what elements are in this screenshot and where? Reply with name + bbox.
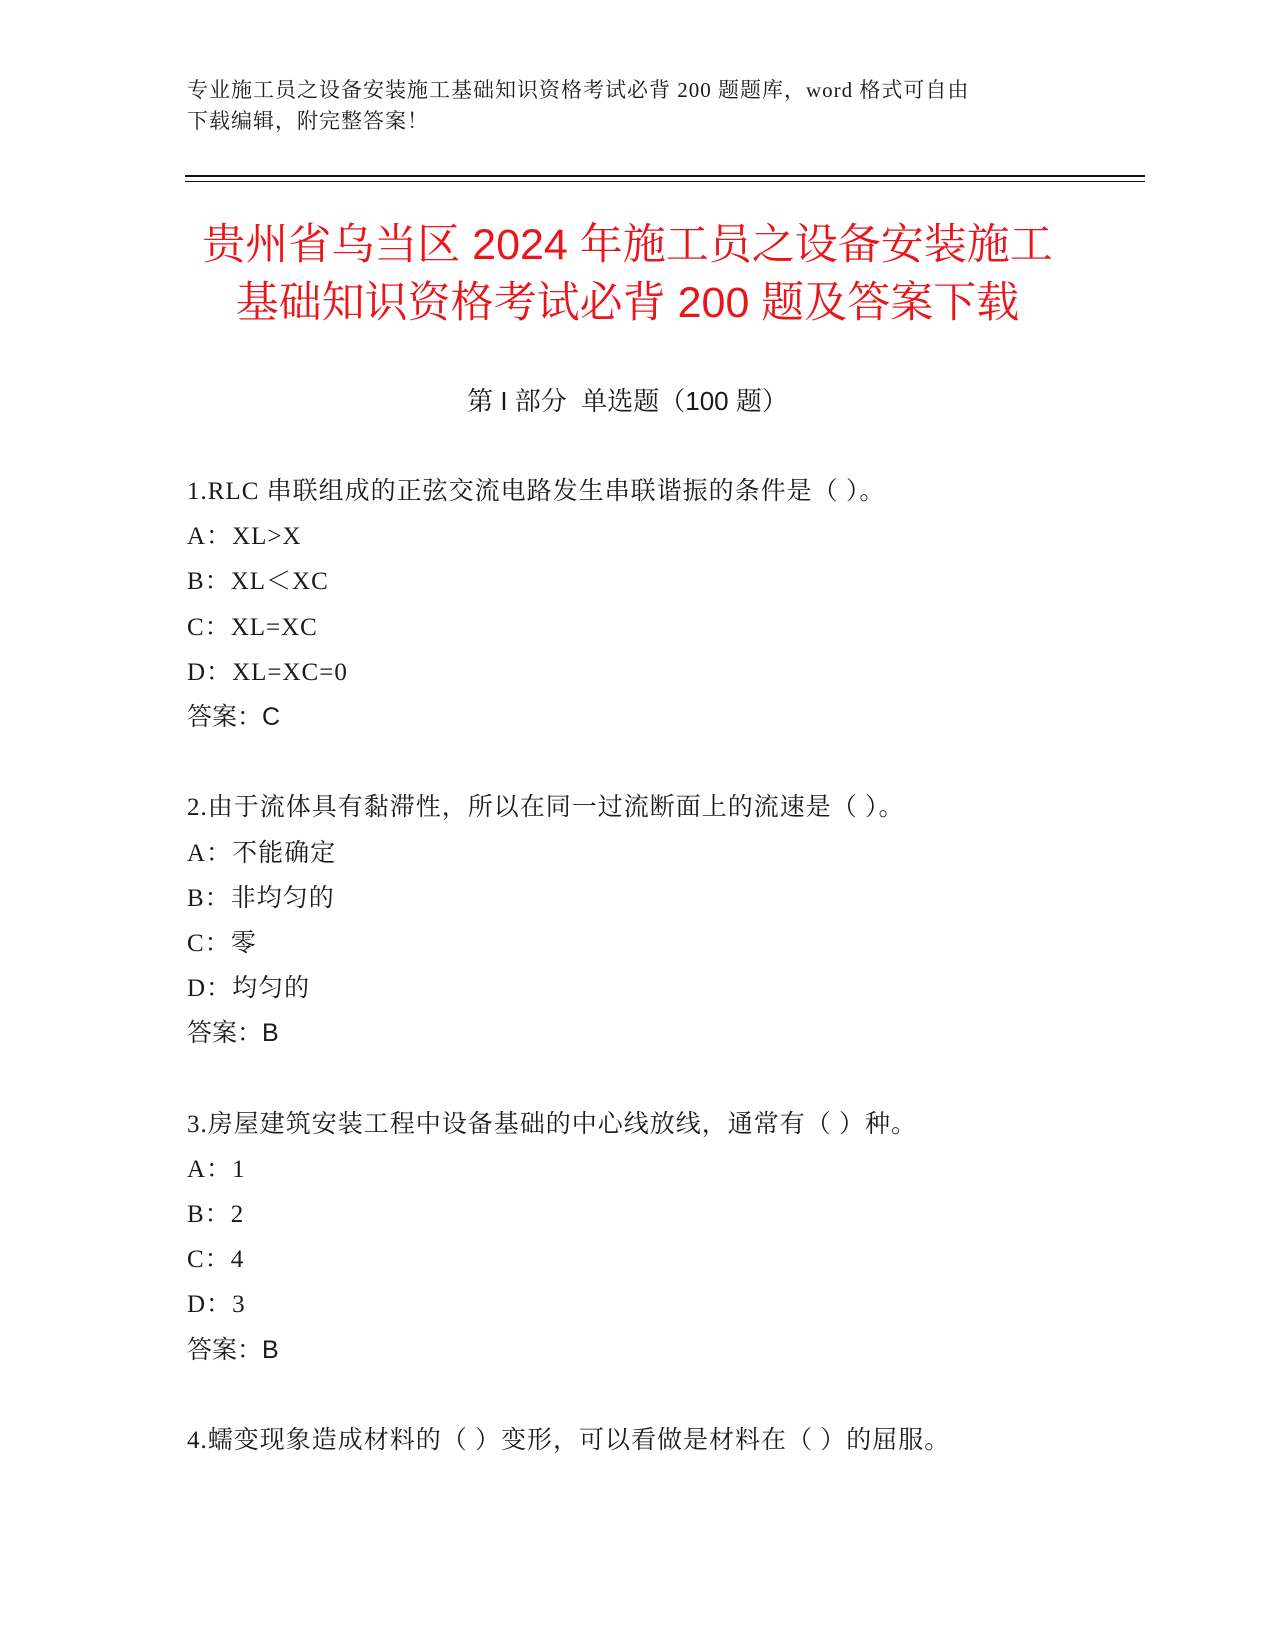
question-stem: 4.蠕变现象造成材料的（ ）变形，可以看做是材料在（ ）的屈服。 [187,1426,951,1454]
header-line-2: 下载编辑，附完整答案！ [187,109,429,133]
option-b [187,1192,1147,1237]
option-text: 零 [230,929,257,957]
question-stem: 1.RLC 串联组成的正弦交流电路发生串联谐振的条件是（ ）。 [187,478,886,505]
document-title [150,216,1105,332]
header-divider-thin [185,181,1145,182]
option-text: 不能确定 [232,839,337,867]
section-heading: 第 I 部分 单选题（100 题） [467,386,788,416]
option-text: XL＜XC [230,568,329,596]
option-text: XL=XC [230,613,318,641]
header-divider-thick [185,175,1145,177]
option-c [187,605,1147,650]
option-a [187,514,1147,559]
option-d [187,966,1147,1011]
question-2 [187,785,1147,1056]
answer-line [187,1011,1147,1056]
option-label: B： [187,884,231,912]
option-label: D： [187,975,233,1003]
option-label: C： [187,929,231,957]
option-text: 2 [230,1201,245,1228]
option-a [187,831,1147,876]
option-label: A： [187,1155,233,1183]
option-text: XL>X [232,523,302,551]
answer-label: 答案： [187,1335,263,1364]
option-label: A： [187,839,233,867]
answer-value: C [262,702,281,731]
question-stem: 3.房屋建筑安装工程中设备基础的中心线放线，通常有（ ）种。 [187,1110,918,1138]
option-label: D： [187,1291,233,1319]
option-label: B： [187,568,231,596]
question-list [187,469,1147,1508]
answer-line [187,695,1147,740]
question-stem: 2.由于流体具有黏滞性，所以在同一过流断面上的流速是（ ）。 [187,794,905,822]
answer-label: 答案： [187,702,263,731]
option-label: C： [187,1246,231,1274]
answer-value: B [262,1019,279,1048]
header-line-1: 专业施工员之设备安装施工基础知识资格考试必背 200 题题库，word 格式可自由 [187,78,970,102]
title-line-2: 基础知识资格考试必背 200 题及答案下载 [235,279,1020,327]
option-d [187,650,1147,695]
option-d [187,1282,1147,1327]
document-header [187,75,1087,137]
option-text: 1 [232,1155,246,1183]
option-a [187,1147,1147,1192]
option-text: 4 [230,1246,245,1274]
answer-label: 答案： [187,1019,263,1048]
option-text: 均匀的 [232,975,311,1003]
option-text: 非均匀的 [230,884,335,912]
option-text: 3 [232,1291,246,1319]
option-c [187,1237,1147,1282]
option-label: C： [187,613,231,641]
title-line-1: 贵州省乌当区 2024 年施工员之设备安装施工 [202,221,1053,269]
answer-value: B [262,1335,279,1364]
option-text: XL=XC=0 [232,658,348,686]
answer-line [187,1328,1147,1373]
option-b [187,876,1147,921]
question-4 [187,1418,1147,1463]
question-3 [187,1102,1147,1373]
question-1 [187,469,1147,740]
option-c [187,921,1147,966]
option-label: A： [187,523,233,551]
option-b [187,559,1147,604]
option-label: D： [187,658,233,686]
option-label: B： [187,1201,231,1228]
